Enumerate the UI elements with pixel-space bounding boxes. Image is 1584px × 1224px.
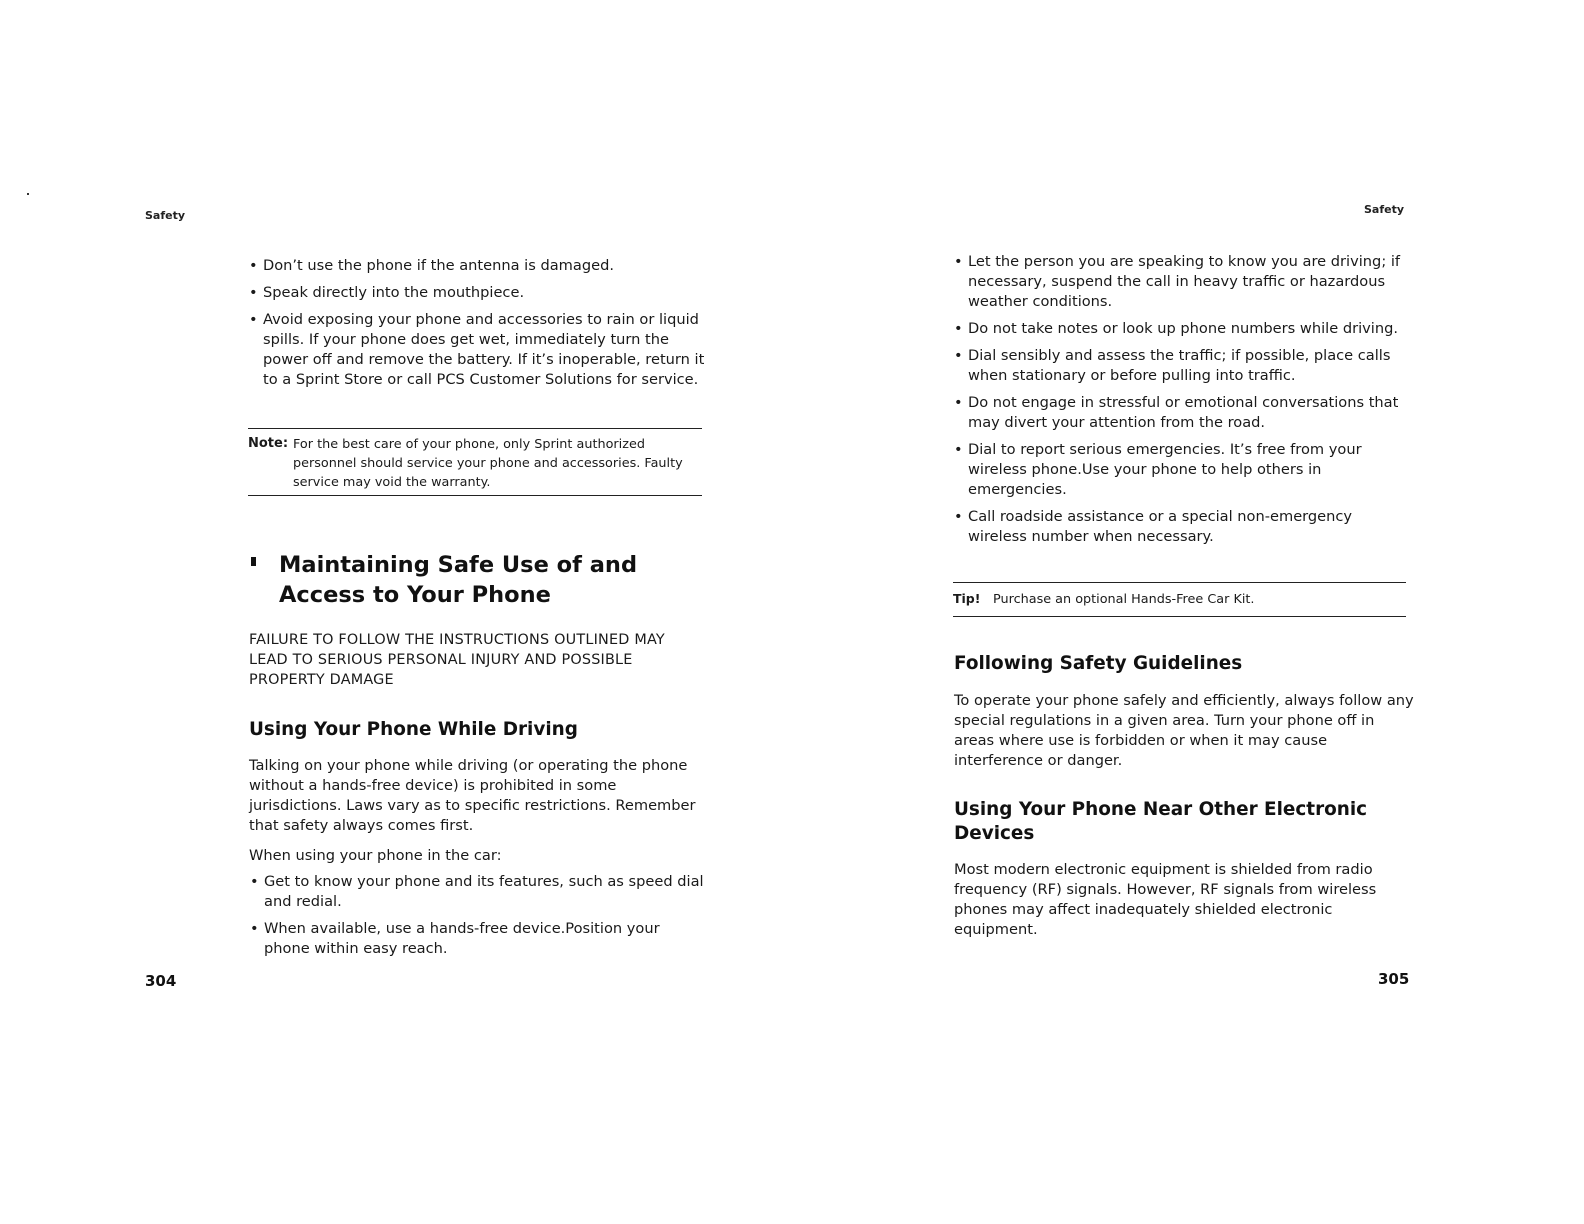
note-label: Note: <box>248 436 289 451</box>
in-car-intro <box>249 846 704 866</box>
bullet-item: • Dial sensibly and assess the traffic; if possible, place calls when stationary or before pulling into traffic. <box>954 346 1414 386</box>
right-bullets <box>954 252 1414 554</box>
note-text: For the best care of your phone, only Sprint authorized personnel should service your phone and accessories. Faulty service may void the warranty. <box>293 437 683 490</box>
bullet-item: • Let the person you are speaking to know you are driving; if necessary, suspend the call in heavy traffic or hazardous weather conditions. <box>954 252 1414 312</box>
driving-heading-block <box>249 718 709 742</box>
section-title-block <box>249 550 669 610</box>
bullet-item: • Do not engage in stressful or emotional conversations that may divert your attention from the road. <box>954 393 1414 433</box>
bullet-item: • Don’t use the phone if the antenna is damaged. <box>249 256 709 276</box>
guidelines-paragraph <box>954 691 1414 771</box>
in-car-bullets <box>250 872 705 966</box>
in-car-intro-text: When using your phone in the car: <box>249 847 502 864</box>
section-title-text: Maintaining Safe Use of and Access to Your Phone <box>279 552 638 608</box>
tip-text: Purchase an optional Hands-Free Car Kit. <box>993 592 1255 607</box>
warning-text: FAILURE TO FOLLOW THE INSTRUCTIONS OUTLINED MAY LEAD TO SERIOUS PERSONAL INJURY AND POSSIBLE PROPERTY DAMAGE <box>249 632 665 688</box>
section-title <box>249 550 669 610</box>
bullet-item: • Speak directly into the mouthpiece. <box>249 283 709 303</box>
left-page-number: 304 <box>145 972 177 990</box>
bullet-item: • Get to know your phone and its features, such as speed dial and redial. <box>250 872 705 912</box>
driving-para-text: Talking on your phone while driving (or operating the phone without a hands-free device) is prohibited in some jurisdictions. Laws vary as to specific restrictions. Remember that safety always comes first. <box>249 757 696 834</box>
tip-label: Tip! <box>953 591 981 606</box>
electronic-para-text: Most modern electronic equipment is shielded from radio frequency (RF) signals. However, RF signals from wireless phones may affect inadequately shielded electronic equipment. <box>954 861 1377 938</box>
electronic-heading-block <box>954 798 1394 846</box>
bullet-item: • Call roadside assistance or a special non-emergency wireless number when necessary. <box>954 507 1414 547</box>
square-bullet-icon <box>251 557 256 566</box>
driving-paragraph <box>249 756 704 836</box>
right-page-number: 305 <box>1378 970 1410 988</box>
bullet-item: • When available, use a hands-free device.Position your phone within easy reach. <box>250 919 705 959</box>
driving-heading: Using Your Phone While Driving <box>249 719 578 740</box>
electronic-paragraph <box>954 860 1414 940</box>
left-running-head: Safety <box>145 209 186 222</box>
tip-box <box>953 582 1406 617</box>
electronic-heading: Using Your Phone Near Other Electronic Devices <box>954 799 1368 844</box>
scan-speck <box>27 193 29 195</box>
right-running-head: Safety <box>1364 203 1405 216</box>
guidelines-para-text: To operate your phone safely and efficiently, always follow any special regulations in a given area. Turn your phone off in areas where use is forbidden or when it may cause interference or danger. <box>954 692 1414 769</box>
bullet-item: • Do not take notes or look up phone numbers while driving. <box>954 319 1414 339</box>
left-top-bullets <box>249 256 709 397</box>
guidelines-heading: Following Safety Guidelines <box>954 653 1243 674</box>
guidelines-heading-block <box>954 652 1414 676</box>
bullet-item: • Avoid exposing your phone and accessories to rain or liquid spills. If your phone does get wet, immediately turn the power off and remove the battery. If it’s inoperable, return it to a Sprint Store or call PCS Customer Solutions for service. <box>249 310 709 390</box>
bullet-item: • Dial to report serious emergencies. It’s free from your wireless phone.Use your phone to help others in emergencies. <box>954 440 1414 500</box>
note-box <box>248 428 702 496</box>
